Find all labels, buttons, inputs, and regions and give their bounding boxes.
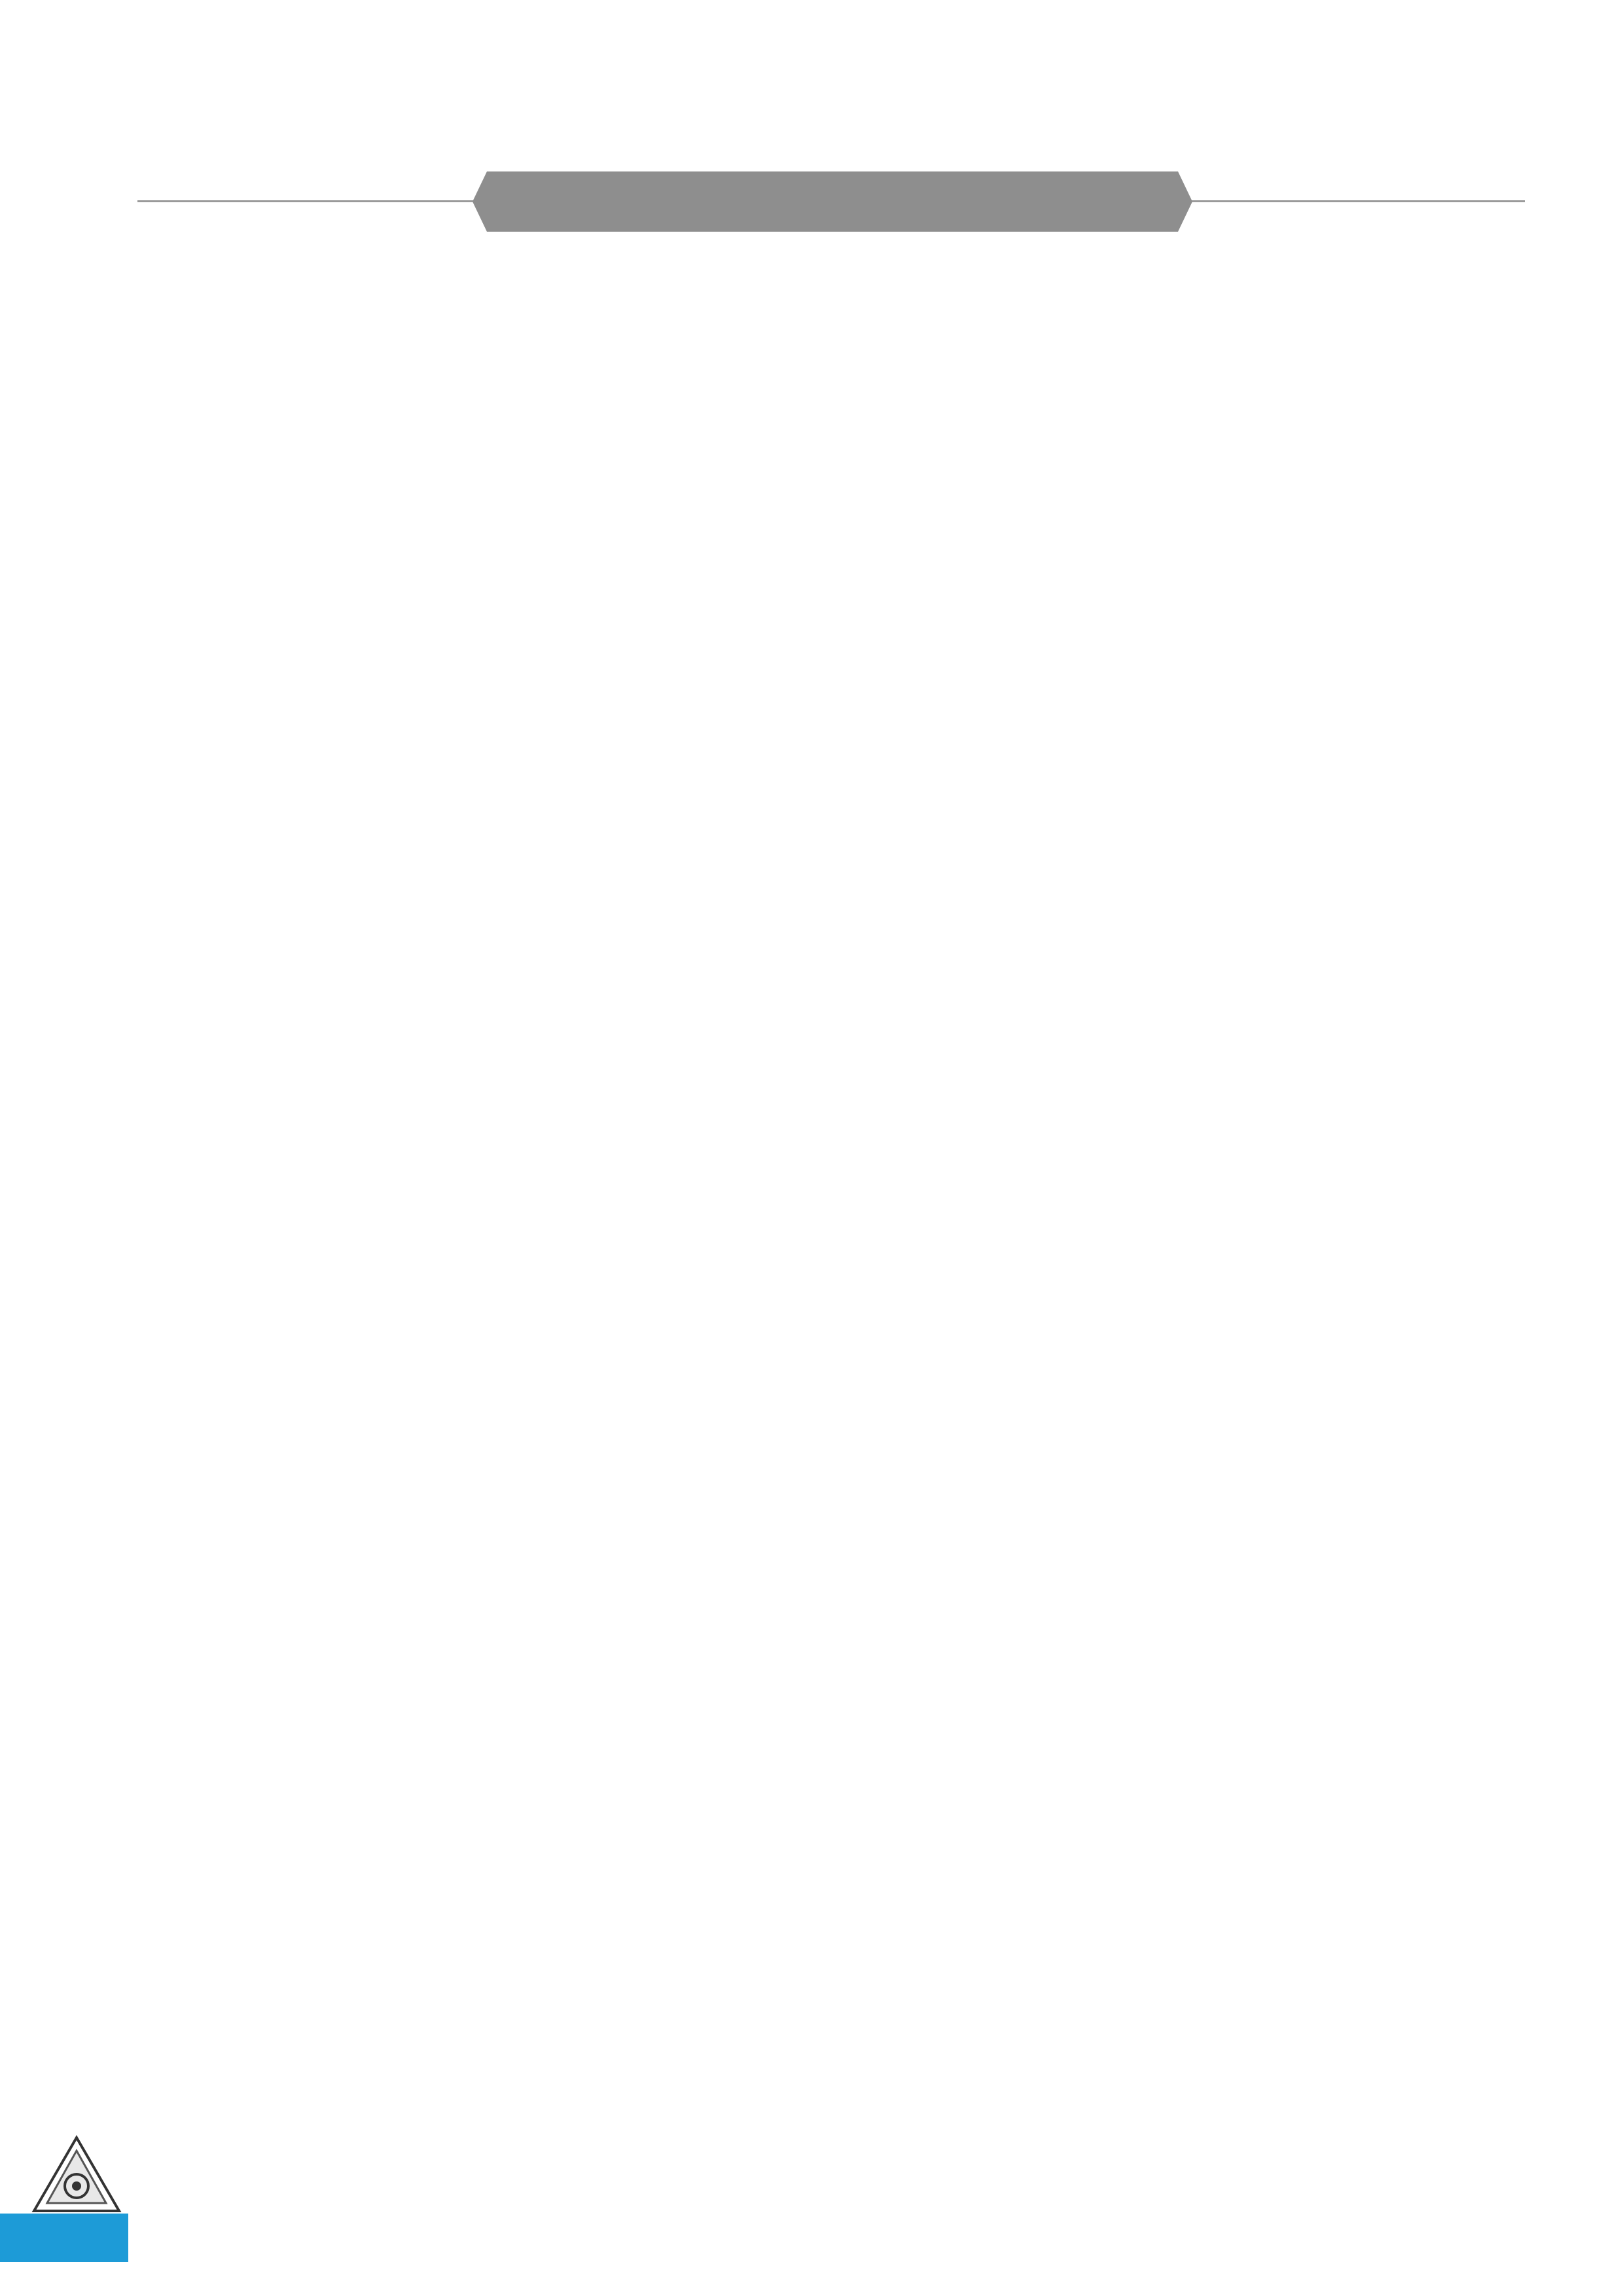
insert-logo-icon (31, 2135, 122, 2214)
footer-chapter-tab (0, 2214, 128, 2262)
section-banner (473, 171, 1192, 232)
